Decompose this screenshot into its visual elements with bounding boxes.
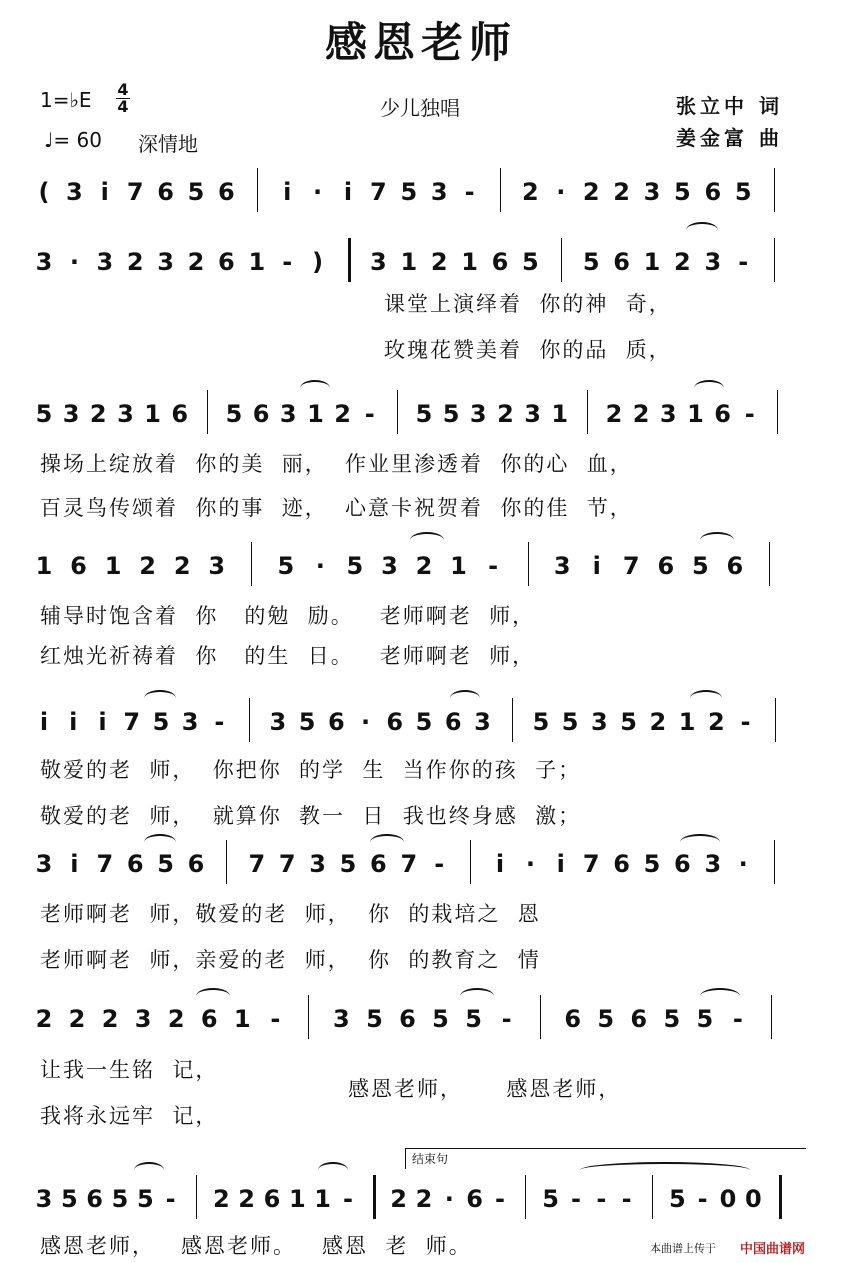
note: - bbox=[270, 1005, 281, 1033]
slur-mark bbox=[460, 988, 494, 1004]
note: 6 bbox=[466, 1185, 484, 1213]
note: 2 bbox=[415, 1185, 433, 1213]
note: 1 bbox=[104, 552, 122, 580]
note: - bbox=[214, 708, 225, 736]
note: 3 bbox=[279, 400, 297, 428]
note: 5 bbox=[152, 708, 170, 736]
note: 6 bbox=[444, 708, 462, 736]
note: 5 bbox=[532, 708, 550, 736]
note: 5 bbox=[696, 1005, 714, 1033]
note: 6 bbox=[386, 708, 404, 736]
lyric-verse-1: 让我一生铭 记， bbox=[40, 1058, 219, 1082]
note: 5 bbox=[400, 178, 418, 206]
note: 3 bbox=[591, 708, 608, 736]
notation-line bbox=[34, 1005, 814, 1041]
note: 5 bbox=[668, 1185, 686, 1213]
note: 6 bbox=[70, 552, 87, 580]
note: 5 bbox=[111, 1185, 129, 1213]
note: 5 bbox=[136, 1185, 154, 1213]
slur-mark bbox=[450, 690, 480, 706]
note: 5 bbox=[465, 1005, 482, 1033]
note: 5 bbox=[298, 708, 316, 736]
note: 5 bbox=[561, 708, 579, 736]
lyric-verse-1: 老师啊老 师，敬爱的老 师， 你 的栽培之 恩 bbox=[40, 902, 541, 926]
note: 1 bbox=[643, 248, 661, 276]
note: · bbox=[313, 178, 323, 206]
barline bbox=[257, 168, 258, 212]
note: 1 bbox=[678, 708, 696, 736]
note: 2 bbox=[139, 552, 156, 580]
slur-mark bbox=[700, 532, 734, 548]
note: 5 bbox=[366, 1005, 383, 1033]
note: 5 bbox=[582, 248, 600, 276]
note: 5 bbox=[542, 1185, 560, 1213]
lyric-verse-2: 红烛光祈祷着 你 的生 日。 老师啊老 师， bbox=[40, 644, 536, 668]
tempo-marking: ♩= 60 bbox=[44, 128, 102, 152]
time-sig-top: 4 bbox=[117, 80, 129, 99]
note: 2 bbox=[582, 178, 600, 206]
note: 6 bbox=[613, 850, 630, 878]
slur-mark bbox=[700, 988, 740, 1004]
barline bbox=[540, 995, 541, 1039]
note: 5 bbox=[620, 708, 637, 736]
note: - bbox=[364, 400, 375, 428]
note: 2 bbox=[430, 248, 448, 276]
note: 3 bbox=[208, 552, 226, 580]
note: 3 bbox=[35, 850, 53, 878]
notation-line bbox=[34, 850, 814, 886]
slur-mark bbox=[300, 380, 330, 396]
note: - bbox=[571, 1185, 581, 1213]
barline bbox=[470, 840, 471, 884]
note: 0 bbox=[719, 1185, 737, 1213]
note: · bbox=[360, 708, 371, 736]
note: 7 bbox=[248, 850, 266, 878]
note: 5 bbox=[60, 1185, 78, 1213]
note: 3 bbox=[66, 178, 83, 206]
note: 3 bbox=[643, 178, 661, 206]
note: 6 bbox=[327, 708, 345, 736]
note: 3 bbox=[430, 178, 448, 206]
barline bbox=[251, 542, 252, 586]
slur-mark bbox=[144, 690, 176, 706]
note: 3 bbox=[704, 850, 722, 878]
notation-line bbox=[34, 708, 814, 744]
expression-marking: 深情地 bbox=[138, 132, 198, 156]
slur-mark bbox=[410, 532, 444, 548]
slur-mark bbox=[144, 834, 176, 850]
note: 3 bbox=[370, 248, 387, 276]
note: 6 bbox=[564, 1005, 582, 1033]
lyric-verse-2: 敬爱的老 师， 就算你 教一 日 我也终身感 激； bbox=[40, 804, 582, 828]
barline bbox=[226, 840, 227, 884]
note: - bbox=[495, 1185, 505, 1213]
note: 3 bbox=[333, 1005, 350, 1033]
note: 3 bbox=[381, 552, 398, 580]
lyric-verse-1: 操场上绽放着 你的美 丽， 作业里渗透着 你的心 血， bbox=[40, 452, 633, 476]
note: 5 bbox=[346, 552, 364, 580]
barline bbox=[774, 238, 775, 282]
composer-credit: 姜金富 曲 bbox=[676, 126, 783, 150]
note: 1 bbox=[551, 400, 569, 428]
note: 7 bbox=[278, 850, 296, 878]
note: 5 bbox=[643, 850, 661, 878]
lyric-verse-2: 老师啊老 师，亲爱的老 师， 你 的教育之 情 bbox=[40, 948, 541, 972]
note: - bbox=[282, 248, 293, 276]
note: i bbox=[39, 708, 49, 736]
lyric-verse-2: 百灵鸟传颂着 你的事 迹， 心意卡祝贺着 你的佳 节， bbox=[40, 496, 633, 520]
note: 2 bbox=[649, 708, 667, 736]
note: 6 bbox=[126, 850, 144, 878]
note: 1 bbox=[461, 248, 478, 276]
barline bbox=[779, 1175, 782, 1219]
note: 5 bbox=[339, 850, 357, 878]
note: 3 bbox=[181, 708, 199, 736]
note: - bbox=[738, 248, 749, 276]
note: 6 bbox=[218, 178, 235, 206]
note: 3 bbox=[524, 400, 541, 428]
barline bbox=[207, 390, 208, 434]
note: 1 bbox=[450, 552, 467, 580]
note: 3 bbox=[474, 708, 491, 736]
time-signature bbox=[116, 82, 130, 115]
note: 1 bbox=[248, 248, 266, 276]
barline bbox=[652, 1175, 653, 1219]
note: 6 bbox=[491, 248, 509, 276]
note: i bbox=[69, 708, 78, 736]
footer-text: 本曲谱上传于 bbox=[650, 1242, 716, 1255]
lyric-verse-2: 玫瑰花赞美着 你的品 质， bbox=[384, 338, 672, 362]
note: · bbox=[556, 178, 566, 206]
slur-mark bbox=[580, 1162, 750, 1178]
barline bbox=[196, 1175, 197, 1219]
note: 3 bbox=[469, 400, 487, 428]
song-title: 感恩老师 bbox=[324, 18, 517, 67]
note: - bbox=[464, 178, 475, 206]
note: 5 bbox=[415, 400, 433, 428]
note: 6 bbox=[86, 1185, 104, 1213]
note: 3 bbox=[96, 248, 114, 276]
note: 0 bbox=[744, 1185, 762, 1213]
note: ( bbox=[38, 178, 50, 206]
barline bbox=[771, 995, 772, 1039]
note: 1 bbox=[35, 552, 53, 580]
note: i bbox=[495, 850, 505, 878]
note: 5 bbox=[522, 248, 539, 276]
note: 3 bbox=[62, 400, 80, 428]
barline bbox=[373, 1175, 376, 1219]
notation-line bbox=[34, 178, 814, 214]
ending-label: 结束句 bbox=[412, 1152, 449, 1166]
lyric-verse-1: 课堂上演绎着 你的神 奇， bbox=[384, 292, 672, 316]
note: ) bbox=[312, 248, 324, 276]
note: 5 bbox=[415, 708, 433, 736]
note: - bbox=[165, 1185, 176, 1213]
note: 1 bbox=[288, 1185, 306, 1213]
lyric-verse-1: 敬爱的老 师， 你把你 的学 生 当作你的孩 子； bbox=[40, 758, 582, 782]
slur-mark bbox=[196, 988, 230, 1004]
note: - bbox=[621, 1185, 632, 1213]
note: 3 bbox=[134, 1005, 152, 1033]
slur-mark bbox=[134, 1162, 164, 1178]
note: 1 bbox=[400, 248, 418, 276]
note: 5 bbox=[187, 178, 205, 206]
note: 2 bbox=[522, 178, 539, 206]
note: 6 bbox=[252, 400, 270, 428]
note: 2 bbox=[707, 708, 725, 736]
note: 2 bbox=[497, 400, 514, 428]
note: 3 bbox=[309, 850, 326, 878]
note: 2 bbox=[68, 1005, 86, 1033]
barline bbox=[249, 698, 250, 742]
note: 1 bbox=[144, 400, 161, 428]
note: 3 bbox=[35, 248, 53, 276]
note: - bbox=[343, 1185, 353, 1213]
note: 6 bbox=[218, 248, 235, 276]
slur-mark bbox=[370, 834, 404, 850]
note: 2 bbox=[101, 1005, 119, 1033]
barline bbox=[769, 542, 770, 586]
performance-note: 少儿独唱 bbox=[380, 96, 460, 120]
note: 2 bbox=[632, 400, 650, 428]
note: 2 bbox=[334, 400, 351, 428]
note: 3 bbox=[553, 552, 571, 580]
note: i bbox=[592, 552, 601, 580]
barline bbox=[348, 238, 351, 282]
barline bbox=[561, 238, 562, 282]
note: 3 bbox=[157, 248, 174, 276]
barline bbox=[587, 390, 588, 434]
note: 2 bbox=[605, 400, 623, 428]
note: - bbox=[434, 850, 445, 878]
note: i bbox=[70, 850, 79, 878]
note: 6 bbox=[399, 1005, 416, 1033]
note: 5 bbox=[432, 1005, 449, 1033]
note: · bbox=[315, 552, 325, 580]
notation-line bbox=[34, 552, 814, 588]
key-signature: 1=♭E bbox=[40, 88, 92, 112]
note: 5 bbox=[277, 552, 295, 580]
notation-line bbox=[34, 248, 814, 284]
note: 6 bbox=[171, 400, 189, 428]
note: 3 bbox=[659, 400, 677, 428]
footer-brand: 中国曲谱网 bbox=[740, 1242, 806, 1257]
note: 3 bbox=[117, 400, 134, 428]
note: 5 bbox=[597, 1005, 615, 1033]
barline bbox=[774, 168, 775, 212]
note: i bbox=[283, 178, 292, 206]
barline bbox=[500, 168, 501, 212]
note: - bbox=[740, 708, 751, 736]
note: 3 bbox=[269, 708, 287, 736]
slur-mark bbox=[694, 380, 724, 396]
note: · bbox=[738, 850, 748, 878]
note: 3 bbox=[704, 248, 722, 276]
note: 2 bbox=[126, 248, 144, 276]
slur-mark bbox=[318, 1162, 348, 1178]
note: 7 bbox=[126, 178, 144, 206]
note: 7 bbox=[400, 850, 418, 878]
note: 1 bbox=[233, 1005, 251, 1033]
slur-mark bbox=[690, 690, 722, 706]
barline bbox=[512, 698, 513, 742]
notation-line bbox=[34, 400, 814, 436]
note: 3 bbox=[35, 1185, 53, 1213]
note: - bbox=[732, 1005, 743, 1033]
note: 2 bbox=[89, 400, 107, 428]
lyric-verse-2: 我将永远牢 记， bbox=[40, 1104, 219, 1128]
note: 2 bbox=[212, 1185, 230, 1213]
note: 2 bbox=[674, 248, 691, 276]
barline bbox=[308, 995, 309, 1039]
note: 6 bbox=[714, 400, 731, 428]
note: 2 bbox=[167, 1005, 185, 1033]
lyric-verse-1: 辅导时饱含着 你 的勉 励。 老师啊老 师， bbox=[40, 604, 536, 628]
note: 2 bbox=[173, 552, 191, 580]
note: 6 bbox=[674, 850, 691, 878]
note: 5 bbox=[734, 178, 752, 206]
note: 5 bbox=[663, 1005, 681, 1033]
note: 6 bbox=[200, 1005, 218, 1033]
note: 7 bbox=[622, 552, 640, 580]
note: i bbox=[343, 178, 353, 206]
barline bbox=[528, 542, 529, 586]
lyric-verse-1: 感恩老师， 感恩老师。 感恩 老 师。 bbox=[40, 1234, 472, 1258]
barline bbox=[397, 390, 398, 434]
note: - bbox=[596, 1185, 607, 1213]
note: 2 bbox=[238, 1185, 256, 1213]
note: 5 bbox=[692, 552, 709, 580]
note: 2 bbox=[35, 1005, 53, 1033]
note: i bbox=[98, 708, 107, 736]
note: 6 bbox=[630, 1005, 648, 1033]
barline bbox=[774, 840, 775, 884]
note: 6 bbox=[613, 248, 630, 276]
note: 5 bbox=[225, 400, 243, 428]
note: 6 bbox=[157, 178, 174, 206]
note: - bbox=[488, 552, 499, 580]
note: 6 bbox=[704, 178, 722, 206]
note: 2 bbox=[613, 178, 630, 206]
barline bbox=[777, 390, 778, 434]
note: 7 bbox=[96, 850, 114, 878]
note: 5 bbox=[674, 178, 691, 206]
note: i bbox=[100, 178, 109, 206]
note: 1 bbox=[687, 400, 704, 428]
note: · bbox=[444, 1185, 454, 1213]
lyricist-credit: 张立中 词 bbox=[676, 94, 783, 118]
note: 6 bbox=[370, 850, 387, 878]
note: 2 bbox=[415, 552, 433, 580]
note: 6 bbox=[657, 552, 675, 580]
note: 5 bbox=[157, 850, 174, 878]
note: · bbox=[525, 850, 535, 878]
note: 7 bbox=[123, 708, 141, 736]
note: i bbox=[556, 850, 565, 878]
slur-mark bbox=[680, 834, 720, 850]
note: 1 bbox=[307, 400, 324, 428]
notation-line bbox=[34, 1185, 814, 1221]
barline bbox=[525, 1175, 526, 1219]
note: 1 bbox=[314, 1185, 332, 1213]
note: 2 bbox=[187, 248, 205, 276]
note: 7 bbox=[582, 850, 600, 878]
lyric-shared: 感恩老师， 感恩老师， bbox=[348, 1077, 622, 1101]
barline bbox=[775, 698, 776, 742]
time-sig-bottom: 4 bbox=[117, 97, 129, 116]
note: - bbox=[744, 400, 755, 428]
note: 7 bbox=[370, 178, 387, 206]
note: 5 bbox=[442, 400, 460, 428]
note: - bbox=[697, 1185, 708, 1213]
slur-mark bbox=[686, 222, 718, 238]
note: 5 bbox=[35, 400, 53, 428]
note: · bbox=[69, 248, 79, 276]
note: 2 bbox=[390, 1185, 408, 1213]
note: 6 bbox=[263, 1185, 281, 1213]
note: 6 bbox=[726, 552, 744, 580]
note: - bbox=[501, 1005, 512, 1033]
note: 6 bbox=[187, 850, 205, 878]
